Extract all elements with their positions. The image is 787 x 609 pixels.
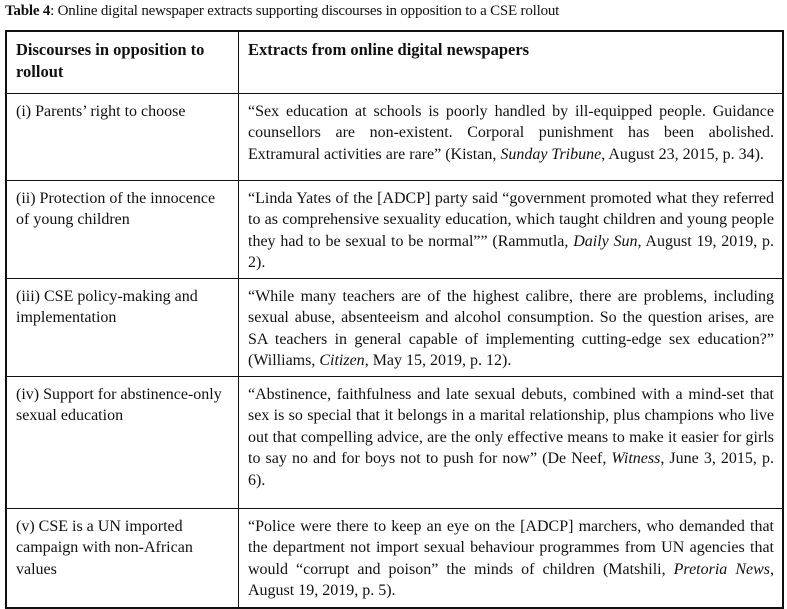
discourse-cell: (i) Parents’ right to choose (6, 93, 239, 180)
discourse-cell: (iv) Support for abstinence-only sexual education (6, 376, 239, 508)
table-row (6, 278, 783, 376)
newspaper-name: Citizen (319, 352, 365, 369)
extract-cell (239, 93, 784, 180)
extract-quote: “Police were there to keep an eye on the [ADCP] marchers, who demanded that the department not import sexual behaviour programmes from UN agencies that would “corrupt and poison” the minds of children (Matshili, (248, 517, 774, 578)
table-label: Table 4 (5, 3, 51, 19)
extract-quote: “Abstinence, faithfulness and late sexual debuts, combined with a mind-set that sex is so special that it belongs in a marital relationship, plus champions who live out that compelling advice, are the only effective means to make it easier for girls to say no and for boys not to push for now” (De Neef, (248, 385, 774, 467)
discourses-table (5, 30, 784, 609)
citation-details: , August 23, 2015, p. 34). (601, 145, 764, 163)
extract-cell (239, 508, 784, 608)
extract-quote: “While many teachers are of the highest calibre, there are problems, including sexual abuse, absenteeism and alcohol consumption. So the question arises, are SA teachers in general capable of implementing cutting-edge sex education?” (Williams, (248, 287, 774, 369)
citation-details: , May 15, 2019, p. 12). (364, 352, 512, 369)
table-header-row (6, 31, 783, 93)
extract-cell (239, 180, 784, 278)
table-row (6, 180, 783, 278)
table-row (6, 508, 783, 608)
citation-details: , June 3, 2015, p. 6). (248, 450, 774, 489)
column-header-discourses: Discourses in opposition to rollout (6, 31, 239, 93)
discourse-cell: (v) CSE is a UN imported campaign with non-African values (6, 508, 239, 608)
extract-quote: “Sex education at schools is poorly handled by ill-equipped people. Guidance counsellors are non-existent. Corporal punishment has been abolished. Extramural activities are rare” (Kistan, (248, 102, 774, 163)
table-row (6, 93, 783, 180)
citation-details: , August 19, 2019, p. 5). (248, 560, 774, 599)
newspaper-name: Daily Sun (573, 232, 638, 250)
column-header-extracts: Extracts from online digital newspapers (239, 31, 784, 93)
newspaper-name: Sunday Tribune (500, 145, 602, 163)
table-caption-text: : Online digital newspaper extracts supporting discourses in opposition to a CSE rollout (50, 3, 560, 19)
citation-details: , August 19, 2019, p. 2). (248, 232, 775, 271)
extract-cell (239, 278, 784, 376)
extract-quote: “Linda Yates of the [ADCP] party said “government promoted what they referred to as comprehensive sexuality education, which taught children and young people they had to be sexual to be normal”” (Rammutla, (248, 189, 774, 250)
discourse-cell: (iii) CSE policy-making and implementation (6, 278, 239, 376)
newspaper-name: Witness (611, 450, 661, 467)
newspaper-name: Pretoria News (673, 560, 770, 578)
extract-cell (239, 376, 784, 508)
discourse-cell: (ii) Protection of the innocence of young children (6, 180, 239, 278)
table-row (6, 376, 783, 508)
table-caption (5, 3, 559, 20)
